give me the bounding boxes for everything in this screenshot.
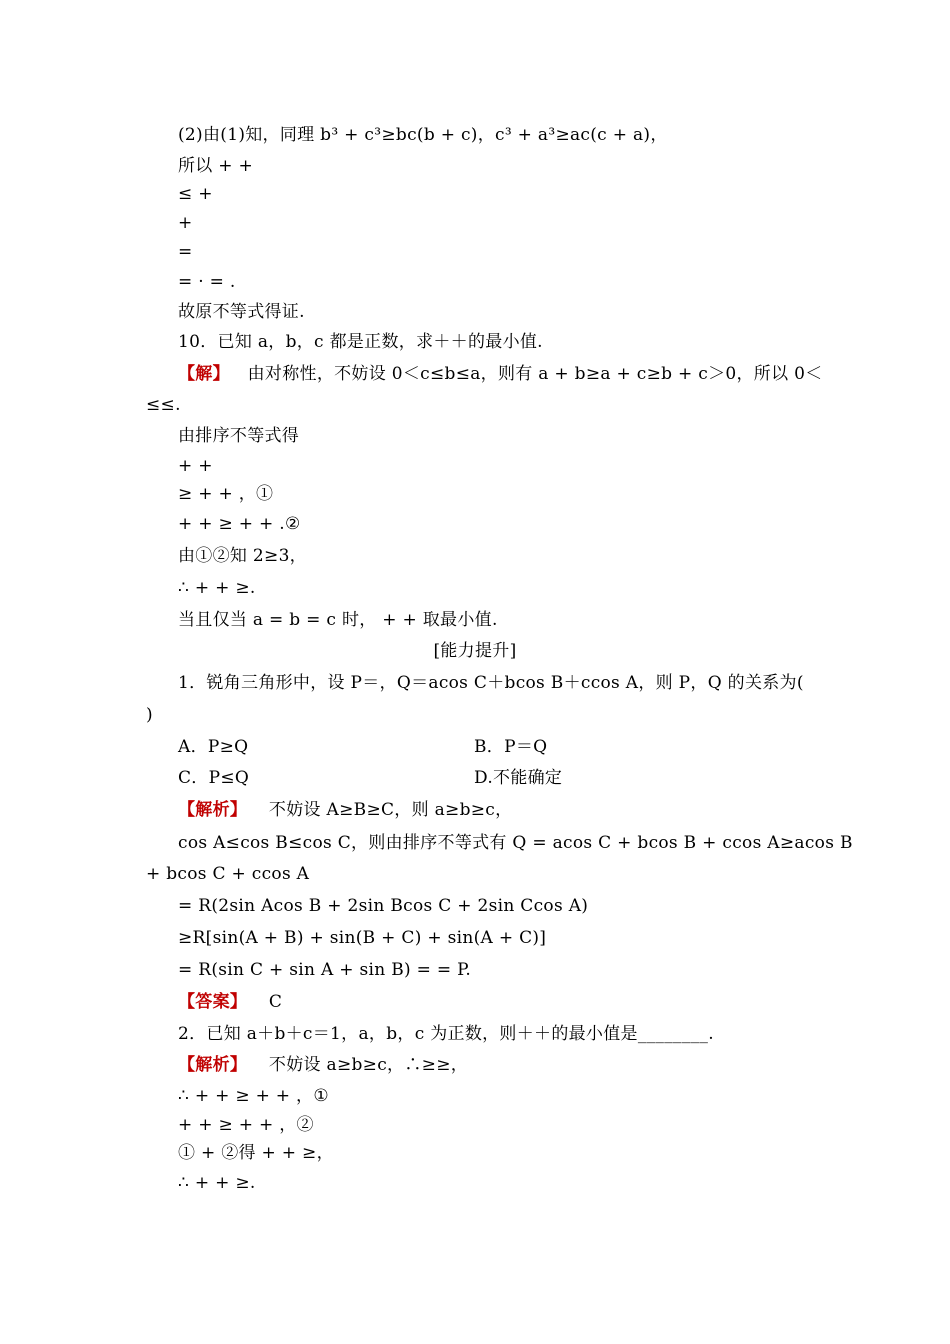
sort-line-3: + + ≥ + + .② [178,514,301,534]
analysis-2-line-3: ① + ②得 + + ≥， [178,1143,334,1163]
analysis-2-line-4: ∴ + + ≥. [178,1173,256,1193]
min-value-condition: 当且仅当 a = b = c 时， + + 取最小值. [178,610,498,630]
proof-line-so: 所以 + + [178,156,254,176]
analysis-1-cos-cont: + bcos C + ccos A [146,864,310,884]
proof-conclusion: 故原不等式得证. [178,302,305,322]
option-b: B．P＝Q [474,737,548,757]
option-c: C．P≤Q [178,768,250,788]
analysis-1-text: 不妨设 A≥B≥C，则 a≥b≥c， [268,800,513,820]
section-heading: [能力提升] [433,641,517,661]
analysis-2-line-2: + + ≥ + + ，② [178,1115,314,1135]
proof-line-le: ≤ + [178,184,213,204]
problem-10-statement: 10．已知 a，b，c 都是正数，求＋＋的最小值. [178,332,543,352]
option-a: A．P≥Q [178,737,249,757]
proof-line-part2: (2)由(1)知，同理 b³ + c³≥bc(b + c)，c³ + a³≥ac(c + a)， [178,125,668,145]
proof-line-eq2: = · = . [178,272,236,292]
option-d: D.不能确定 [474,768,563,788]
answer-tag: 【答案】 [178,992,248,1012]
analysis-1-cos: cos A≤cos B≤cos C，则由排序不等式有 Q = acos C + bcos B + ccos A≥acos B [178,833,853,853]
solution-tag: 【解】 [178,364,230,384]
sort-line-2: ≥ + + ，① [178,484,274,504]
analysis-2-line [178,1054,468,1076]
answer-1-text: C [268,992,283,1012]
analysis-1-eq3: = R(sin C + sin A + sin B) = = P. [178,960,472,980]
analysis-1-line [178,799,512,821]
problem-2-statement: 2．已知 a＋b＋c＝1，a，b，c 为正数，则＋＋的最小值是________. [178,1024,714,1044]
analysis-1-eq2: ≥R[sin(A + B) + sin(B + C) + sin(A + C)] [178,928,547,948]
sort-inequality-intro: 由排序不等式得 [178,426,300,446]
analysis-2-text: 不妨设 a≥b≥c，∴≥≥， [268,1055,469,1075]
analysis-1-eq1: = R(2sin Acos B + 2sin Bcos C + 2sin Ccos A) [178,896,589,916]
analysis-tag: 【解析】 [178,800,248,820]
sort-line-5: ∴ + + ≥. [178,578,256,598]
problem-1-paren: ) [146,705,153,725]
problem-1-statement: 1．锐角三角形中，设 P＝，Q＝acos C＋bcos B＋ccos A，则 P，Q 的关系为( [178,673,804,693]
proof-line-plus: + [178,213,193,233]
sort-line-1: + + [178,456,213,476]
solution-10-line [178,363,823,385]
analysis-tag-2: 【解析】 [178,1055,248,1075]
sort-line-4: 由①②知 2≥3， [178,546,307,566]
proof-line-eq1: = [178,242,193,262]
solution-10-text: 由对称性，不妨设 0＜c≤b≤a，则有 a + b≥a + c≥b + c＞0，所以 0＜ [247,364,823,384]
answer-1-line [178,991,282,1013]
analysis-2-line-1: ∴ + + ≥ + + ，① [178,1086,329,1106]
solution-10-continuation: ≤≤. [146,395,181,415]
